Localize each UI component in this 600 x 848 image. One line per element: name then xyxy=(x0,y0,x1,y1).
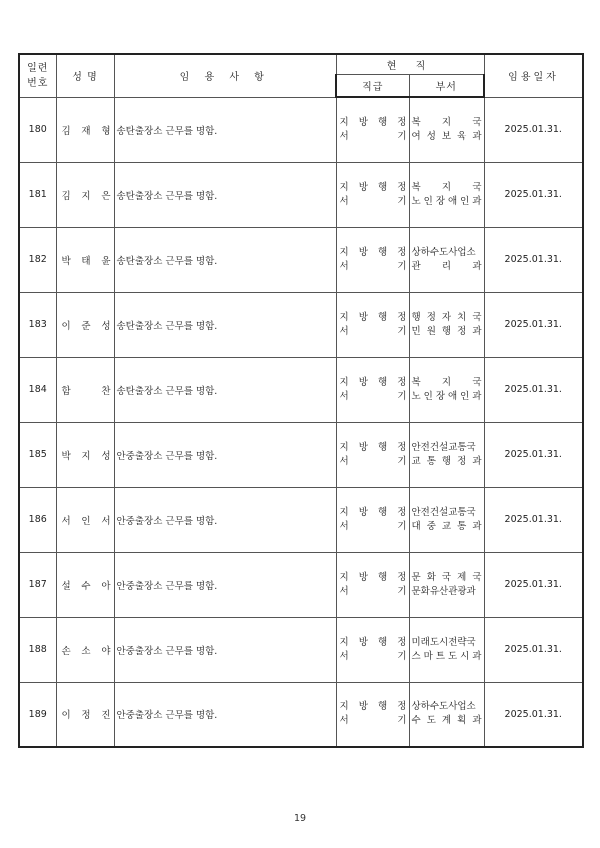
serial-number: 183 xyxy=(19,292,56,357)
grade-line-2 xyxy=(340,130,407,144)
grade-line-2-char: 서 xyxy=(339,520,349,532)
person-name-text-char: 진 xyxy=(101,710,111,722)
department-line-1-char: 지 xyxy=(441,181,452,193)
department-line-2-char: 여 xyxy=(411,130,421,142)
grade-line-1-char: 지 xyxy=(339,506,349,518)
person-name-text-char: 은 xyxy=(101,190,111,202)
grade-line-1 xyxy=(340,376,407,390)
department-line-2 xyxy=(412,520,482,534)
grade-line-2 xyxy=(340,260,407,274)
grade-line-2 xyxy=(340,195,407,209)
grade-line-2-char: 기 xyxy=(397,520,407,532)
department-line-2-char: 인 xyxy=(460,195,470,207)
appointment-date: 2025.01.31. xyxy=(484,97,583,162)
grade-line-1-char: 지 xyxy=(339,116,349,128)
person-name-text-char: 이 xyxy=(61,320,71,332)
appointment-date: 2025.01.31. xyxy=(484,552,583,617)
grade-cell xyxy=(336,552,409,617)
person-name-text-char: 성 xyxy=(101,450,111,462)
person-name xyxy=(56,162,114,227)
department-line-2-char: 육 xyxy=(457,130,467,142)
grade-line-1-char: 지 xyxy=(339,181,349,193)
serial-number: 182 xyxy=(19,227,56,292)
appointment-table xyxy=(18,53,584,748)
department-line-2-char: 수 xyxy=(411,715,421,727)
serial-number: 186 xyxy=(19,487,56,552)
grade-line-2-char: 기 xyxy=(397,715,407,727)
person-name-text-char: 이 xyxy=(61,710,71,722)
department-line-1 xyxy=(412,311,482,325)
table-row xyxy=(19,422,583,487)
appointment-detail: 안중출장소 근무를 명함. xyxy=(114,422,336,487)
department-line-2-char: 원 xyxy=(426,325,436,337)
department-line-1-char: 복 xyxy=(411,376,421,388)
department-cell xyxy=(409,97,484,162)
grade-line-2-char: 서 xyxy=(339,195,349,207)
department-line-2 xyxy=(412,325,482,339)
grade-line-1-char: 행 xyxy=(378,701,388,713)
grade-line-2 xyxy=(340,520,407,534)
grade-line-2-char: 기 xyxy=(397,260,407,272)
department-line-2 xyxy=(412,195,482,209)
grade-line-2 xyxy=(340,455,407,469)
department-line-1-char: 행 xyxy=(411,311,421,323)
person-name-text-char: 수 xyxy=(81,580,91,592)
grade-line-2-char: 기 xyxy=(397,195,407,207)
grade-line-1-char: 행 xyxy=(378,181,388,193)
department-line-1-char: 지 xyxy=(441,116,452,128)
department-line-2-char: 획 xyxy=(457,715,467,727)
grade-cell xyxy=(336,487,409,552)
grade-cell xyxy=(336,357,409,422)
serial-number: 188 xyxy=(19,617,56,682)
grade-line-1-char: 행 xyxy=(378,246,388,258)
grade-line-1-char: 정 xyxy=(397,441,407,453)
department-line-2-char: 행 xyxy=(441,455,452,467)
grade-cell xyxy=(336,292,409,357)
person-name xyxy=(56,682,114,747)
grade-line-1-char: 지 xyxy=(339,376,349,388)
serial-number: 181 xyxy=(19,162,56,227)
date-header: 임용일자 xyxy=(484,54,583,97)
grade-line-2-char: 서 xyxy=(339,585,349,597)
grade-line-1-char: 방 xyxy=(358,116,368,128)
department-line-1-char: 치 xyxy=(457,311,467,323)
grade-line-1-char: 정 xyxy=(397,311,407,323)
serial-number: 184 xyxy=(19,357,56,422)
grade-line-1-char: 정 xyxy=(397,701,407,713)
grade-cell xyxy=(336,97,409,162)
department-line-2-char: 중 xyxy=(426,520,436,532)
table-row xyxy=(19,292,583,357)
department-line-2-char: 정 xyxy=(457,325,467,337)
grade-line-1-char: 방 xyxy=(358,441,368,453)
grade-line-1-char: 방 xyxy=(358,246,368,258)
department-line-2-char: 성 xyxy=(426,130,436,142)
grade-line-2-char: 기 xyxy=(397,130,407,142)
department-line-1-char: 국 xyxy=(472,181,482,193)
department-header: 부서 xyxy=(409,75,484,98)
department-line-1-char: 복 xyxy=(411,181,421,193)
department-line-2-char: 애 xyxy=(447,195,458,207)
department-line-2-char: 관 xyxy=(411,260,421,272)
department-line-2-char: 도 xyxy=(426,715,436,727)
grade-line-2 xyxy=(340,585,407,599)
person-name-text-char: 지 xyxy=(81,450,91,462)
department-line-1 xyxy=(412,441,482,455)
person-name-text-char: 손 xyxy=(61,645,71,657)
grade-line-1-char: 행 xyxy=(378,116,388,128)
department-line-1 xyxy=(412,376,482,390)
department-line-2-char: 장 xyxy=(435,195,445,207)
department-line-2-char: 교 xyxy=(441,520,452,532)
person-name-text-char: 함 xyxy=(61,385,71,397)
department-line-1-char: 상하수도사업소 xyxy=(411,701,476,713)
person-name-text-char: 아 xyxy=(101,580,111,592)
department-line-2-char: 트 xyxy=(435,650,445,662)
grade-cell xyxy=(336,162,409,227)
grade-line-1-char: 행 xyxy=(378,506,388,518)
grade-line-1-char: 정 xyxy=(397,636,407,648)
serial-number: 187 xyxy=(19,552,56,617)
grade-line-1-char: 방 xyxy=(358,636,368,648)
grade-line-1-char: 정 xyxy=(397,181,407,193)
grade-header: 직급 xyxy=(336,75,409,98)
table-row xyxy=(19,682,583,747)
department-line-2-char: 정 xyxy=(457,455,467,467)
appointment-header: 임 용 사 항 xyxy=(114,54,336,97)
serial-number: 180 xyxy=(19,97,56,162)
department-line-2-char: 대 xyxy=(411,520,421,532)
appointment-detail: 송탄출장소 근무를 명함. xyxy=(114,162,336,227)
department-cell xyxy=(409,162,484,227)
person-name-text-char: 소 xyxy=(81,645,91,657)
department-line-2 xyxy=(412,260,482,274)
department-line-2-char: 문화유산관광과 xyxy=(411,585,476,597)
grade-line-1-char: 정 xyxy=(397,376,407,388)
appointment-detail: 송탄출장소 근무를 명함. xyxy=(114,97,336,162)
grade-line-1-char: 행 xyxy=(378,441,388,453)
grade-line-1-char: 방 xyxy=(358,506,368,518)
department-line-2-char: 애 xyxy=(447,390,458,402)
appointment-detail: 안중출장소 근무를 명함. xyxy=(114,487,336,552)
department-line-1-char: 국 xyxy=(472,571,482,583)
department-line-2-char: 리 xyxy=(441,260,452,272)
grade-line-2-char: 기 xyxy=(397,650,407,662)
department-line-2-char: 인 xyxy=(460,390,470,402)
department-line-2-char: 과 xyxy=(472,455,482,467)
person-name-text-char: 재 xyxy=(81,125,91,137)
appointment-detail: 송탄출장소 근무를 명함. xyxy=(114,292,336,357)
department-line-2-char: 과 xyxy=(472,520,482,532)
grade-line-2-char: 서 xyxy=(339,260,349,272)
grade-line-2-char: 기 xyxy=(397,455,407,467)
department-line-1-char: 화 xyxy=(426,571,436,583)
grade-cell xyxy=(336,682,409,747)
department-line-2-char: 노 xyxy=(411,195,421,207)
serial-number: 189 xyxy=(19,682,56,747)
grade-line-1-char: 지 xyxy=(339,246,349,258)
department-line-2-char: 과 xyxy=(472,195,482,207)
department-line-2-char: 마 xyxy=(423,650,433,662)
grade-line-1 xyxy=(340,181,407,195)
appointment-detail: 안중출장소 근무를 명함. xyxy=(114,682,336,747)
appointment-date: 2025.01.31. xyxy=(484,617,583,682)
name-header: 성 명 xyxy=(56,54,114,97)
person-name xyxy=(56,617,114,682)
grade-line-2-char: 서 xyxy=(339,715,349,727)
table-row xyxy=(19,357,583,422)
person-name-text-char: 야 xyxy=(101,645,111,657)
grade-line-1-char: 지 xyxy=(339,636,349,648)
department-line-2-char: 인 xyxy=(423,195,433,207)
grade-line-1 xyxy=(340,636,407,650)
grade-cell xyxy=(336,227,409,292)
grade-line-2 xyxy=(340,714,407,728)
grade-line-1 xyxy=(340,246,407,260)
department-line-1-char: 자 xyxy=(441,311,452,323)
table-row xyxy=(19,97,583,162)
department-line-1 xyxy=(412,700,482,714)
person-name-text-char: 찬 xyxy=(101,385,111,397)
person-name-text xyxy=(62,448,111,462)
grade-line-2 xyxy=(340,325,407,339)
person-name-text-char: 김 xyxy=(61,125,71,137)
department-cell xyxy=(409,292,484,357)
person-name-text-char: 인 xyxy=(81,515,91,527)
department-line-2 xyxy=(412,585,482,599)
person-name-text xyxy=(62,318,111,332)
grade-line-1 xyxy=(340,441,407,455)
department-line-2-char: 과 xyxy=(472,260,482,272)
person-name-text-char: 서 xyxy=(61,515,71,527)
department-cell xyxy=(409,227,484,292)
department-line-2-char: 과 xyxy=(472,390,482,402)
appointment-date: 2025.01.31. xyxy=(484,487,583,552)
grade-line-2-char: 서 xyxy=(339,455,349,467)
person-name-text-char: 설 xyxy=(61,580,71,592)
department-line-1-char: 안전건설교통국 xyxy=(411,441,476,453)
department-cell xyxy=(409,552,484,617)
department-line-1 xyxy=(412,571,482,585)
person-name-text-char: 정 xyxy=(81,710,91,722)
person-name-text xyxy=(62,253,111,267)
department-line-2-char: 민 xyxy=(411,325,421,337)
grade-line-1-char: 방 xyxy=(358,181,368,193)
appointment-date: 2025.01.31. xyxy=(484,357,583,422)
page-number: 19 xyxy=(293,813,307,824)
grade-cell xyxy=(336,617,409,682)
grade-line-1 xyxy=(340,571,407,585)
department-line-2-char: 교 xyxy=(411,455,421,467)
grade-cell xyxy=(336,422,409,487)
appointment-date: 2025.01.31. xyxy=(484,162,583,227)
person-name-text xyxy=(62,383,111,397)
appointment-detail: 송탄출장소 근무를 명함. xyxy=(114,227,336,292)
grade-line-1-char: 행 xyxy=(378,571,388,583)
department-line-1-char: 국 xyxy=(472,376,482,388)
department-line-2-char: 통 xyxy=(457,520,467,532)
department-line-1-char: 안전건설교통국 xyxy=(411,506,476,518)
grade-line-1-char: 정 xyxy=(397,246,407,258)
department-line-2 xyxy=(412,455,482,469)
department-line-2-char: 장 xyxy=(435,390,445,402)
department-line-2-char: 계 xyxy=(441,715,452,727)
department-line-2-char: 과 xyxy=(472,325,482,337)
grade-line-1-char: 행 xyxy=(378,311,388,323)
department-line-2-char: 스 xyxy=(411,650,421,662)
grade-line-1-char: 정 xyxy=(397,116,407,128)
department-line-2-char: 보 xyxy=(441,130,452,142)
person-name-text-char: 박 xyxy=(61,450,71,462)
table-row xyxy=(19,617,583,682)
grade-line-1-char: 방 xyxy=(358,571,368,583)
person-name-text xyxy=(62,123,111,137)
department-line-1 xyxy=(412,116,482,130)
person-name xyxy=(56,552,114,617)
grade-line-1-char: 방 xyxy=(358,376,368,388)
appointment-detail: 안중출장소 근무를 명함. xyxy=(114,552,336,617)
person-name-text-char: 성 xyxy=(101,320,111,332)
department-line-1-char: 문 xyxy=(411,571,421,583)
person-name-text-char: 김 xyxy=(61,190,71,202)
appointment-detail: 송탄출장소 근무를 명함. xyxy=(114,357,336,422)
table-row xyxy=(19,487,583,552)
appointment-detail: 안중출장소 근무를 명함. xyxy=(114,617,336,682)
grade-line-1-char: 정 xyxy=(397,506,407,518)
department-line-2 xyxy=(412,714,482,728)
person-name-text-char: 윤 xyxy=(101,255,111,267)
person-name xyxy=(56,292,114,357)
grade-line-1-char: 행 xyxy=(378,376,388,388)
person-name xyxy=(56,487,114,552)
person-name-text-char: 형 xyxy=(101,125,111,137)
appointment-date: 2025.01.31. xyxy=(484,292,583,357)
department-line-2 xyxy=(412,650,482,664)
department-line-2-char: 통 xyxy=(426,455,436,467)
person-name-text xyxy=(62,643,111,657)
table-row xyxy=(19,552,583,617)
department-line-1-char: 제 xyxy=(457,571,467,583)
department-line-2-char: 도 xyxy=(447,650,458,662)
grade-line-2-char: 서 xyxy=(339,650,349,662)
person-name xyxy=(56,357,114,422)
department-line-2-char: 인 xyxy=(423,390,433,402)
grade-line-1-char: 방 xyxy=(358,311,368,323)
department-line-2 xyxy=(412,390,482,404)
department-line-1-char: 복 xyxy=(411,116,421,128)
department-line-2-char: 행 xyxy=(441,325,452,337)
person-name-text-char: 박 xyxy=(61,255,71,267)
grade-line-2-char: 기 xyxy=(397,585,407,597)
person-name-text-char: 준 xyxy=(81,320,91,332)
person-name xyxy=(56,422,114,487)
grade-line-2-char: 기 xyxy=(397,390,407,402)
grade-line-1 xyxy=(340,116,407,130)
department-line-1-char: 상하수도사업소 xyxy=(411,246,476,258)
appointment-date: 2025.01.31. xyxy=(484,682,583,747)
grade-line-1-char: 지 xyxy=(339,441,349,453)
grade-line-2-char: 서 xyxy=(339,130,349,142)
person-name xyxy=(56,227,114,292)
department-line-1-char: 국 xyxy=(472,311,482,323)
grade-line-1-char: 방 xyxy=(358,701,368,713)
department-line-1 xyxy=(412,181,482,195)
department-line-2-char: 과 xyxy=(472,715,482,727)
grade-line-1-char: 지 xyxy=(339,571,349,583)
department-line-1-char: 지 xyxy=(441,376,452,388)
department-line-1-char: 미래도시전략국 xyxy=(411,636,476,648)
department-line-1-char: 국 xyxy=(441,571,452,583)
person-name-text-char: 서 xyxy=(101,515,111,527)
appointment-date: 2025.01.31. xyxy=(484,422,583,487)
table-row xyxy=(19,162,583,227)
department-line-1 xyxy=(412,246,482,260)
person-name-text xyxy=(62,707,111,721)
grade-line-1-char: 정 xyxy=(397,571,407,583)
person-name xyxy=(56,97,114,162)
table-row xyxy=(19,227,583,292)
department-line-2-char: 시 xyxy=(460,650,470,662)
grade-line-1-char: 지 xyxy=(339,311,349,323)
department-line-1 xyxy=(412,636,482,650)
grade-line-1 xyxy=(340,700,407,714)
department-line-2 xyxy=(412,130,482,144)
department-cell xyxy=(409,682,484,747)
department-cell xyxy=(409,617,484,682)
grade-line-2 xyxy=(340,390,407,404)
serial-header: 일련 번호 xyxy=(19,54,56,97)
person-name-text-char: 태 xyxy=(81,255,91,267)
person-name-text xyxy=(62,513,111,527)
grade-line-1-char: 지 xyxy=(339,701,349,713)
person-name-text-char: 지 xyxy=(81,190,91,202)
grade-line-2-char: 서 xyxy=(339,325,349,337)
grade-line-1 xyxy=(340,506,407,520)
department-line-2-char: 과 xyxy=(472,130,482,142)
grade-line-2-char: 서 xyxy=(339,390,349,402)
grade-line-1-char: 행 xyxy=(378,636,388,648)
appointment-date: 2025.01.31. xyxy=(484,227,583,292)
grade-line-2 xyxy=(340,650,407,664)
department-cell xyxy=(409,357,484,422)
grade-line-2-char: 기 xyxy=(397,325,407,337)
department-line-2-char: 노 xyxy=(411,390,421,402)
department-line-2-char: 과 xyxy=(472,650,482,662)
department-line-1-char: 국 xyxy=(472,116,482,128)
department-line-1-char: 정 xyxy=(426,311,436,323)
person-name-text xyxy=(62,188,111,202)
grade-line-1 xyxy=(340,311,407,325)
serial-number: 185 xyxy=(19,422,56,487)
department-cell xyxy=(409,422,484,487)
current-post-header: 현 직 xyxy=(336,54,484,75)
person-name-text xyxy=(62,578,111,592)
department-cell xyxy=(409,487,484,552)
department-line-1 xyxy=(412,506,482,520)
